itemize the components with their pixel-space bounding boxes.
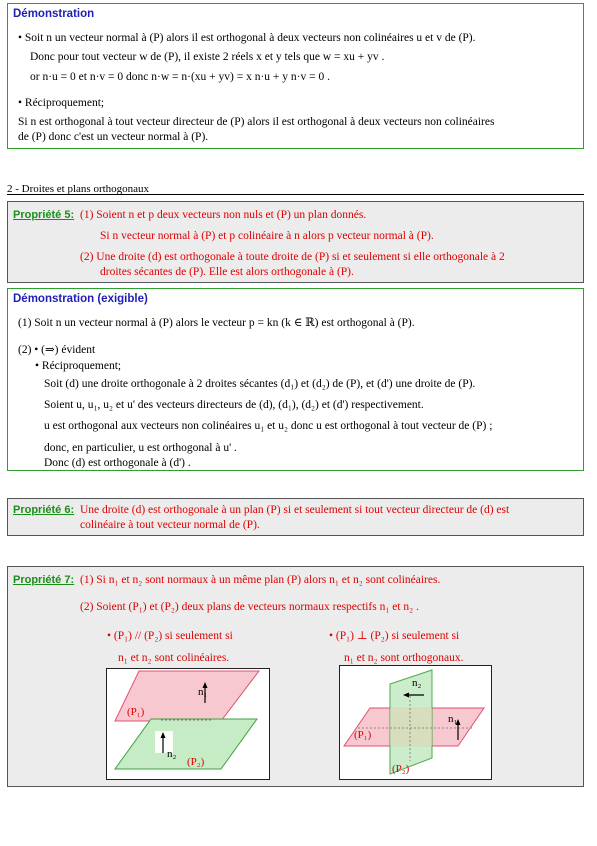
property-5-part1-line1: (1) Soient n et p deux vecteurs non nuls et (P) un plan donnés.: [80, 209, 367, 221]
demonstration-exigible-title: Démonstration (exigible): [13, 293, 148, 305]
property-5-box: [7, 201, 584, 283]
perpendicular-planes-svg: [340, 666, 491, 779]
fig1-p1-label: (P₁): [127, 706, 145, 718]
fig2-n2-label: n₂: [412, 677, 422, 689]
parallel-planes-svg: [107, 669, 269, 779]
parallel-planes-figure: [106, 668, 270, 780]
section-heading: 2 - Droites et plans orthogonaux: [7, 183, 150, 195]
demo2-line-4: Soit (d) une droite orthogonale à 2 droites sécantes (d₁) et (d₂) de (P), et (d') une droite de (P).: [44, 378, 476, 390]
demo2-line-5: Soient u, u₁, u₂ et u' des vecteurs directeurs de (d), (d₁), (d₂) et (d') respectivement.: [44, 399, 424, 411]
demonstration-box-2: [7, 288, 584, 471]
parallel-condition-line1: • (P₁) // (P₂) si seulement si: [107, 630, 233, 642]
demo1-line-5: Si n est orthogonal à tout vecteur directeur de (P) alors il est orthogonal à deux vecteurs non colinéaires: [18, 116, 495, 128]
property-7-label: Propriété 7:: [13, 574, 75, 586]
demonstration-box-1: [7, 3, 584, 149]
demo1-line-4: • Réciproquement;: [18, 97, 105, 109]
demo2-line-6: u est orthogonal aux vecteurs non colinéaires u₁ et u₂ donc u est orthogonal à tout vecteur de (P) ;: [44, 420, 493, 432]
perpendicular-condition-line2: n₁ et n₂ sont orthogonaux.: [344, 652, 464, 664]
fig2-p1-label: (P₁): [354, 729, 372, 741]
demo1-line-2: Donc pour tout vecteur w de (P), il existe 2 réels x et y tels que w = xu + yv .: [30, 51, 385, 63]
property-7-box: [7, 566, 584, 787]
demo2-line-2: (2) • (⇒) évident: [18, 344, 96, 356]
property-7-line2: (2) Soient (P₁) et (P₂) deux plans de vecteurs normaux respectifs n₁ et n₂ .: [80, 601, 419, 613]
demo1-line-1: • Soit n un vecteur normal à (P) alors il est orthogonal à deux vecteurs non colinéaires u et v de (P).: [18, 32, 476, 44]
demonstration-title: Démonstration: [13, 8, 95, 20]
property-7-line1: (1) Si n₁ et n₂ sont normaux à un même plan (P) alors n₁ et n₂ sont colinéaires.: [80, 574, 441, 586]
property-6-label: Propriété 6:: [13, 504, 75, 516]
demo1-line-6: de (P) donc c'est un vecteur normal à (P).: [18, 131, 209, 143]
section-divider: [7, 194, 584, 195]
property-5-label: Propriété 5:: [13, 209, 75, 221]
property-5-part2-line1: (2) Une droite (d) est orthogonale à toute droite de (P) si et seulement si elle orthogonale à 2: [80, 251, 505, 263]
property-5-part2-line2: droites sécantes de (P). Elle est alors orthogonale à (P).: [100, 266, 354, 278]
plane-p2: [115, 719, 257, 769]
demo1-line-3: or n·u = 0 et n·v = 0 donc n·w = n·(xu + yv) = x n·u + y n·v = 0 .: [30, 71, 330, 83]
demo2-line-7: donc, en particulier, u est orthogonal à u' .: [44, 442, 237, 454]
fig1-n2-label: n₂: [167, 748, 177, 760]
perpendicular-condition-line1: • (P₁) ⊥ (P₂) si seulement si: [329, 630, 460, 642]
fig1-n1-label: n₁: [198, 686, 208, 698]
fig2-p2-label: (P₂): [392, 763, 410, 775]
perpendicular-planes-figure: [339, 665, 492, 780]
property-6-line1: Une droite (d) est orthogonale à un plan (P) si et seulement si tout vecteur directeur de (d) est: [80, 504, 510, 516]
demo2-line-3: • Réciproquement;: [35, 360, 122, 372]
property-5-part1-line2: Si n vecteur normal à (P) et p colinéaire à n alors p vecteur normal à (P).: [100, 230, 434, 242]
demo2-line-8: Donc (d) est orthogonale à (d') .: [44, 457, 191, 469]
fig2-n1-label: n₁: [448, 713, 458, 725]
property-6-line2: colinéaire à tout vecteur normal de (P).: [80, 519, 260, 531]
property-6-box: [7, 498, 584, 536]
parallel-condition-line2: n₁ et n₂ sont colinéaires.: [118, 652, 230, 664]
demo2-line-1: (1) Soit n un vecteur normal à (P) alors le vecteur p = kn (k ∈ ℝ) est orthogonal à (P).: [18, 317, 415, 329]
fig1-p2-label: (P₂): [187, 756, 205, 768]
